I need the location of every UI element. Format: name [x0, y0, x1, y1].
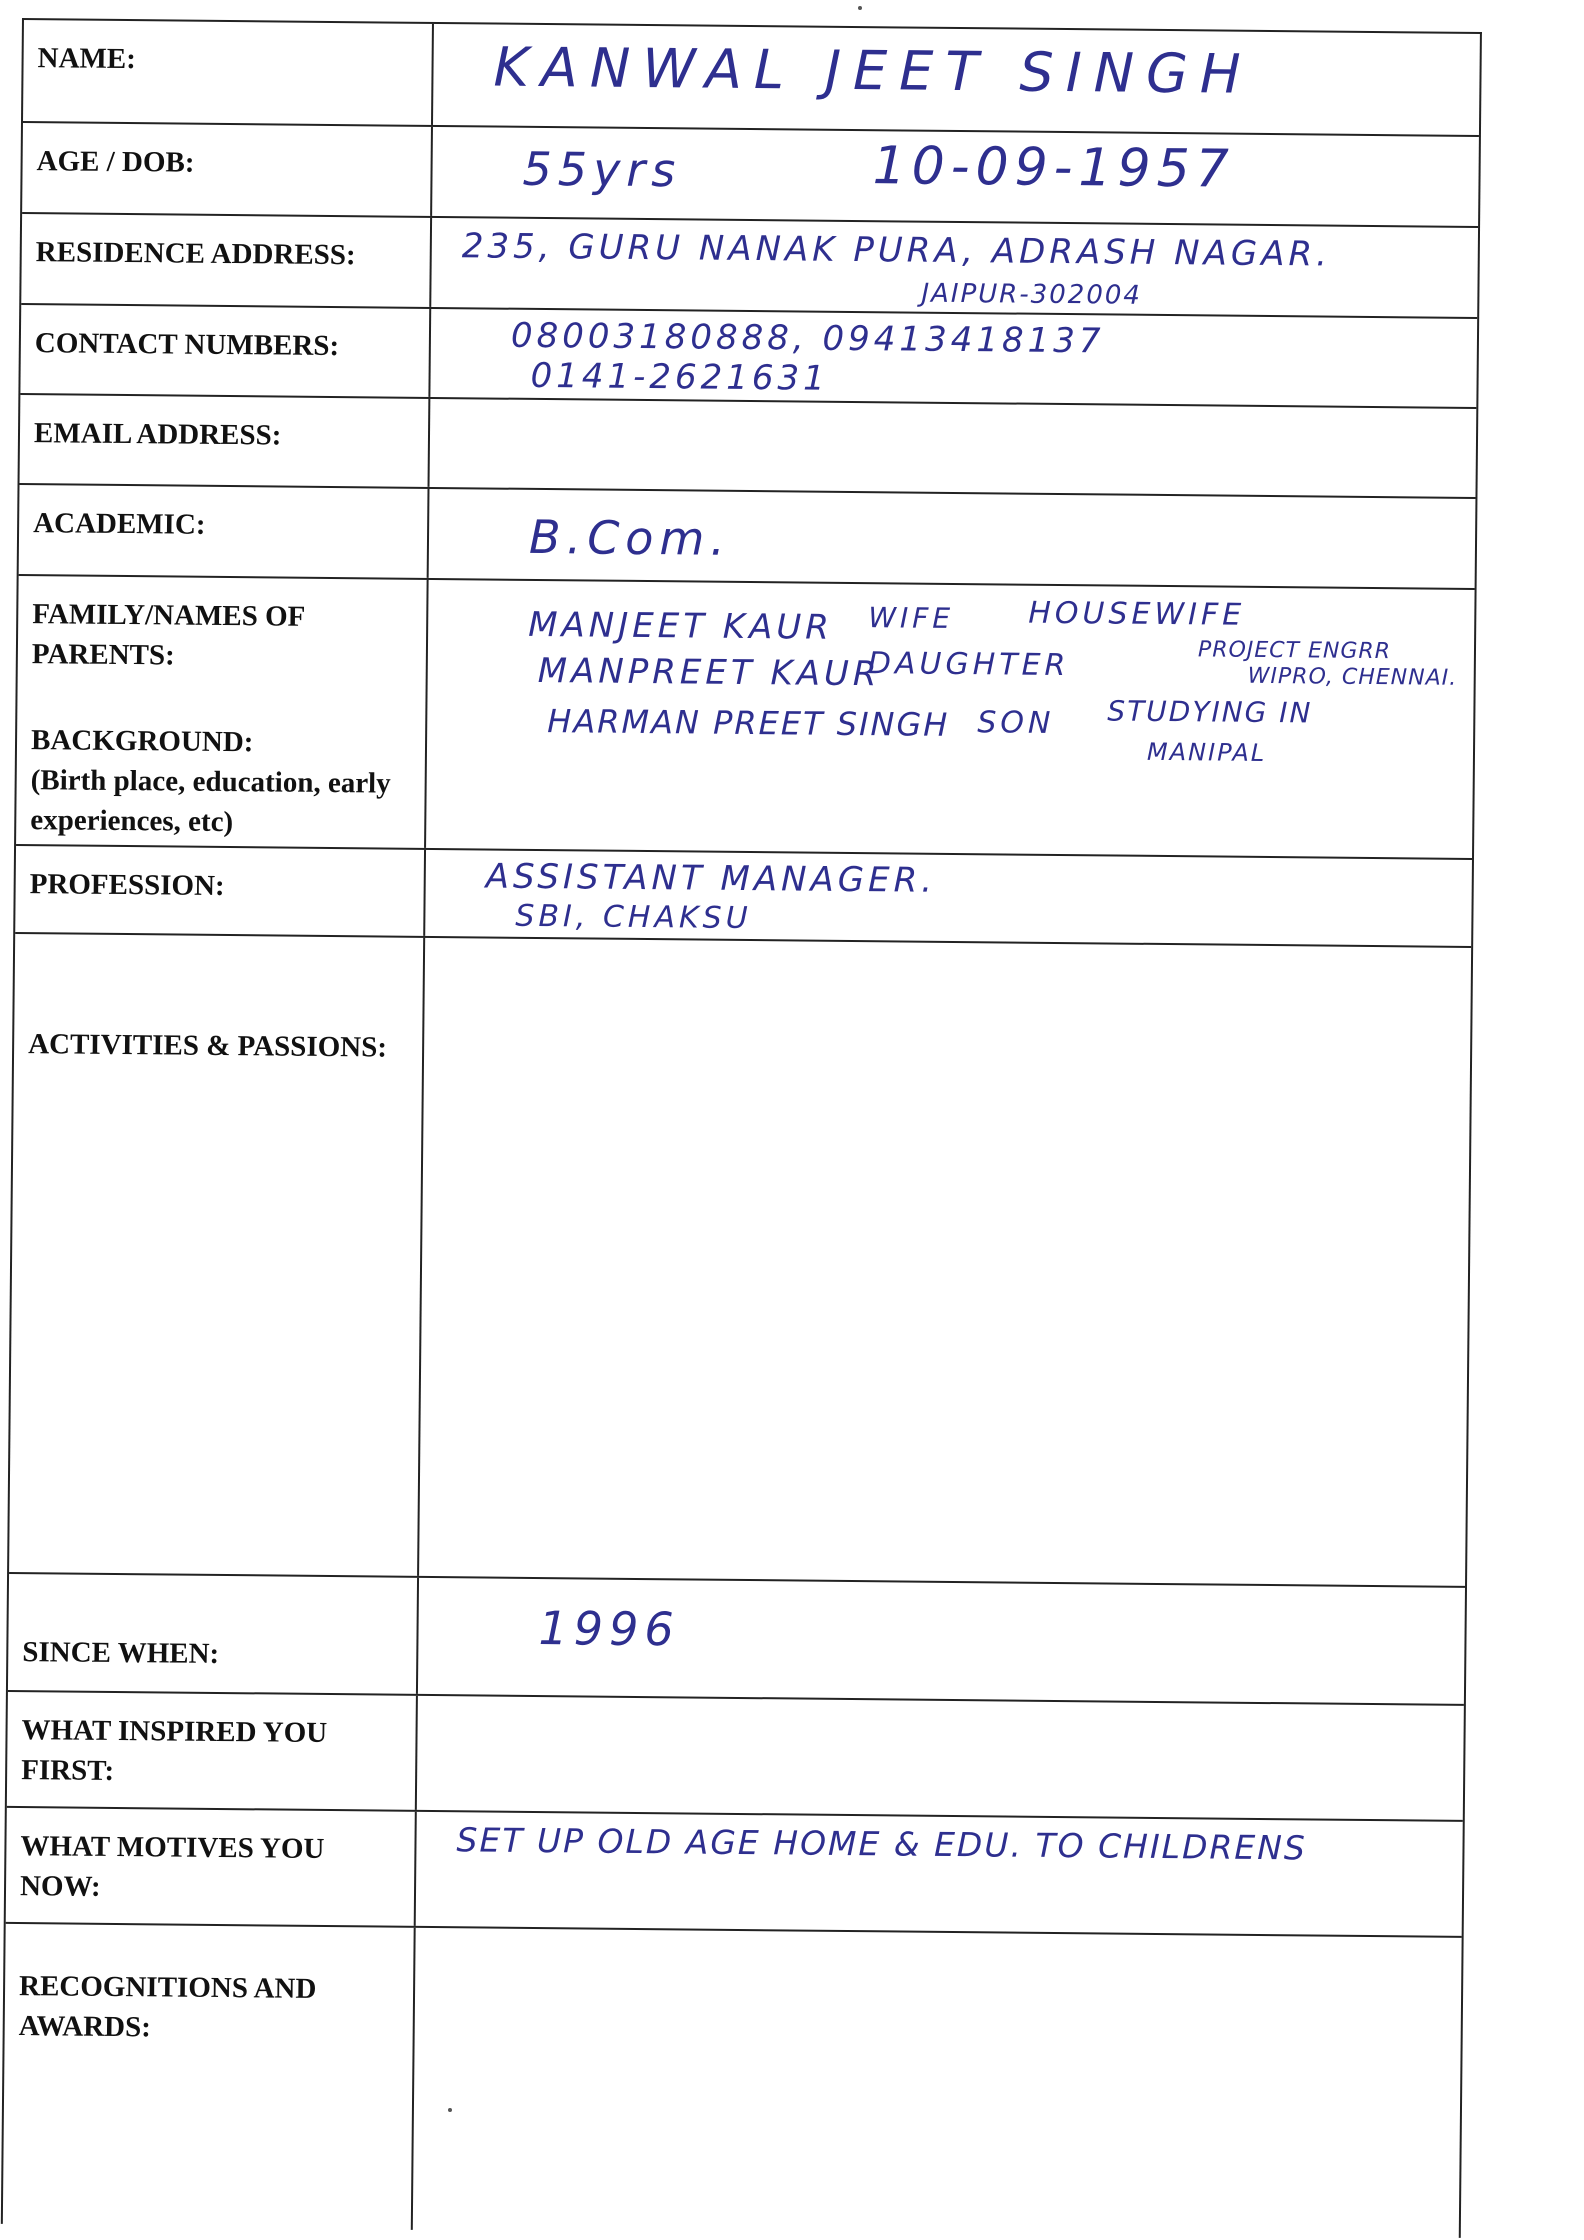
row-since — [8, 1574, 1465, 1706]
label-cell — [9, 934, 425, 1576]
contact-line1: 08003180888, 09413418137 — [510, 315, 1105, 362]
background-label: BACKGROUND: — [30, 724, 254, 759]
scan-speck — [448, 2108, 452, 2112]
value-cell — [418, 1578, 1465, 1704]
motives-label: WHAT MOTIVES YOU NOW: — [19, 1830, 325, 1903]
family-line3-rel: SON — [977, 705, 1055, 741]
row-inspired — [7, 1692, 1464, 1822]
value-cell — [431, 218, 1478, 317]
label-cell — [15, 846, 426, 936]
since-value: 1996 — [538, 1601, 680, 1657]
label-cell — [23, 20, 434, 125]
value-cell — [433, 24, 1480, 135]
family-line1-name: MANJEET KAUR — [528, 604, 834, 648]
row-contact — [20, 305, 1477, 409]
activities-label: ACTIVITIES & PASSIONS: — [27, 1028, 388, 1064]
family-line1-occ: HOUSEWIFE — [1028, 595, 1246, 633]
value-cell — [432, 127, 1479, 226]
profession-line2: SBI, CHAKSU — [515, 898, 752, 937]
family-line2-occ2: WIPRO, CHENNAI. — [1247, 663, 1458, 691]
profile-form — [1, 18, 1482, 2238]
value-cell — [429, 489, 1476, 588]
label-cell — [8, 1574, 419, 1694]
label-cell — [16, 576, 429, 848]
residence-line1: 235, GURU NANAK PURA, ADRASH NAGAR. — [461, 226, 1332, 275]
residence-label: RESIDENCE ADDRESS: — [35, 236, 356, 272]
family-line2-occ: PROJECT ENGRR — [1197, 637, 1392, 665]
family-label: FAMILY/NAMES OF PARENTS: — [31, 598, 305, 672]
row-email — [20, 395, 1477, 499]
value-cell — [416, 1812, 1463, 1936]
label-cell — [19, 485, 430, 578]
inspired-value-cell — [417, 1696, 1464, 1820]
scan-speck — [858, 6, 862, 10]
email-label: EMAIL ADDRESS: — [33, 417, 282, 452]
row-motives — [6, 1808, 1463, 1938]
inspired-label: WHAT INSPIRED YOU FIRST: — [21, 1714, 328, 1787]
row-name — [23, 20, 1480, 137]
label-cell — [3, 1924, 416, 2230]
label-cell — [7, 1692, 418, 1810]
value-cell — [426, 580, 1475, 858]
name-label: NAME: — [37, 42, 137, 76]
contact-label: CONTACT NUMBERS: — [34, 327, 340, 363]
family-line3-occ2: MANIPAL — [1146, 737, 1267, 767]
row-activities — [9, 934, 1471, 1588]
email-value-cell — [430, 399, 1477, 497]
profession-label: PROFESSION: — [29, 868, 225, 902]
family-line2-name: MANPREET KAUR — [537, 650, 881, 695]
label-cell — [20, 305, 431, 397]
row-profession — [15, 846, 1472, 948]
value-cell — [425, 850, 1472, 946]
family-line3-occ: STUDYING IN — [1107, 694, 1313, 730]
motives-value: SET UP OLD AGE HOME & EDU. TO CHILDRENS — [456, 1820, 1308, 1868]
label-cell — [6, 1808, 417, 1926]
age-dob-label: AGE / DOB: — [36, 145, 195, 179]
academic-value: B.Com. — [528, 509, 732, 566]
activities-value-cell — [419, 938, 1471, 1586]
family-line3-name: HARMAN PREET SINGH — [547, 702, 950, 744]
background-note: (Birth place, education, early experiences, etc) — [30, 764, 391, 839]
value-cell — [430, 309, 1477, 407]
academic-label: ACADEMIC: — [32, 507, 206, 541]
recognitions-label: RECOGNITIONS AND AWARDS: — [18, 1970, 317, 2044]
family-line2-rel: DAUGHTER — [867, 646, 1070, 684]
name-value: KANWAL JEET SINGH — [493, 35, 1253, 106]
contact-line2: 0141-2621631 — [530, 355, 829, 399]
row-age-dob — [22, 123, 1479, 228]
dob-value: 10-09-1957 — [872, 136, 1236, 200]
row-family — [16, 576, 1475, 860]
label-cell — [20, 395, 431, 487]
family-line1-rel: WIFE — [868, 601, 955, 635]
row-residence — [21, 214, 1478, 319]
profession-line1: ASSISTANT MANAGER. — [485, 856, 937, 901]
label-cell — [22, 123, 433, 216]
recognitions-value-cell — [413, 1928, 1462, 2240]
age-value: 55yrs — [522, 141, 682, 198]
since-label: SINCE WHEN: — [22, 1636, 220, 1670]
row-academic — [19, 485, 1476, 590]
row-recognitions — [3, 1924, 1462, 2240]
residence-line2: JAIPUR-302004 — [921, 278, 1143, 311]
label-cell — [21, 214, 432, 307]
